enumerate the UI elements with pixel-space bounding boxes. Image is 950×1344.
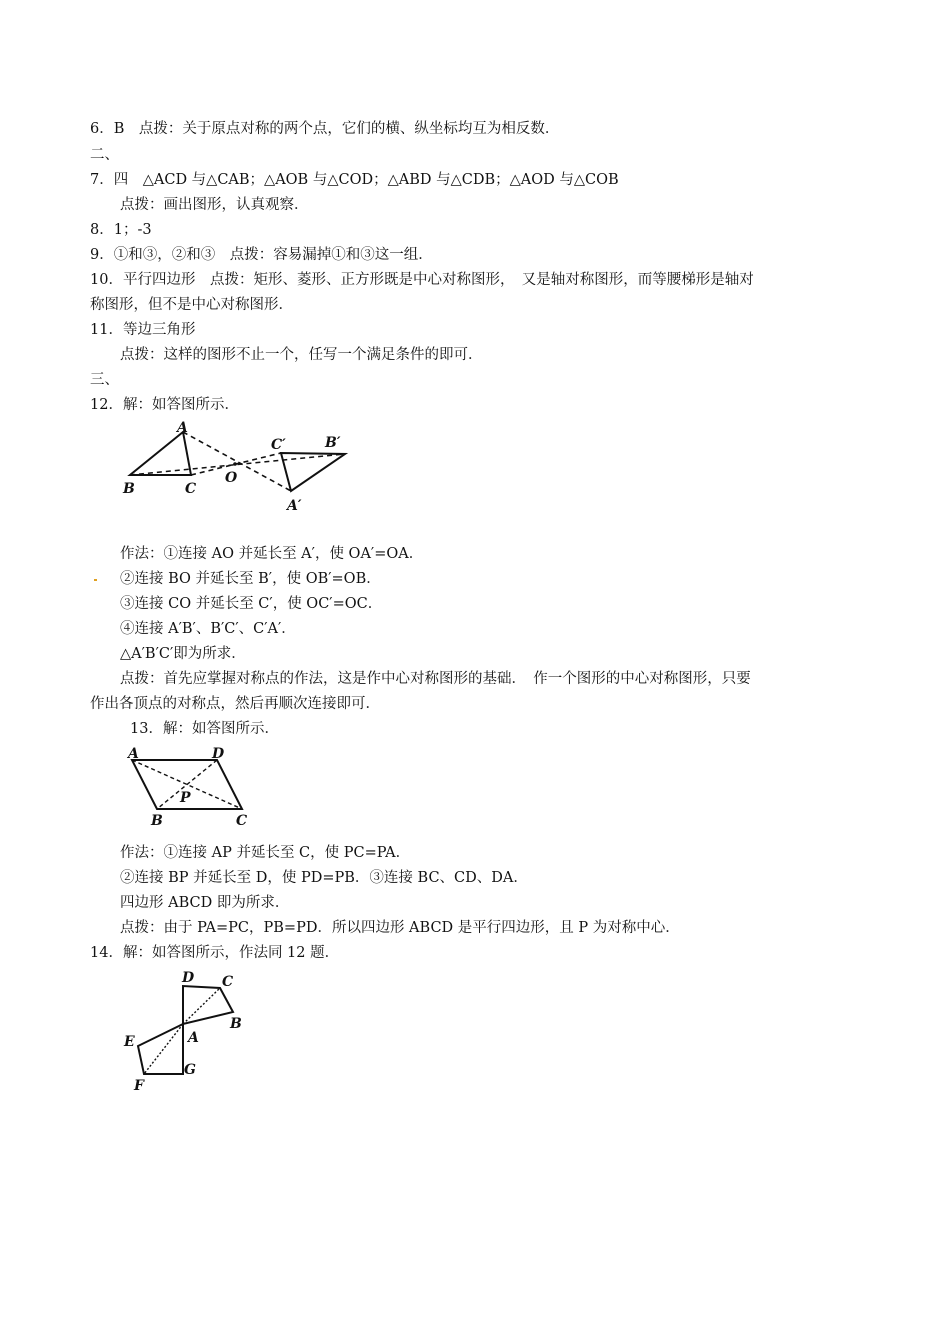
- figure-14: [120, 966, 250, 1096]
- label-f: F: [134, 1078, 144, 1094]
- q13-hint: 点拨：由于 PA=PC，PB=PD．所以四边形 ABCD 是平行四边形，且 P 为对称中心．: [120, 920, 680, 936]
- label-c: C: [222, 974, 234, 990]
- answer-11: 11．等边三角形: [90, 322, 196, 338]
- q13-result: 四边形 ABCD 即为所求．: [120, 895, 290, 911]
- q12-hint: 点拨：首先应掌握对称点的作法，这是作中心对称图形的基础． 作一个图形的中心对称图形，只要: [120, 671, 751, 687]
- label-e: E: [124, 1034, 135, 1050]
- answer-6: 6．B 点拨：关于原点对称的两个点，它们的横、纵坐标均互为相反数．: [90, 121, 560, 137]
- stray-mark: [94, 579, 97, 581]
- label-a: A: [128, 746, 139, 762]
- label-c: C: [236, 813, 248, 829]
- diagonal-af: [144, 1024, 183, 1074]
- answer-14: 14．解：如答图所示，作法同 12 题．: [90, 945, 340, 961]
- label-c: C: [185, 481, 197, 497]
- triangle-a2b2c2: [281, 453, 345, 491]
- label-d: D: [212, 746, 225, 762]
- label-g: G: [184, 1062, 196, 1078]
- label-b: B: [151, 813, 163, 829]
- figure-12: [115, 418, 365, 518]
- label-a: A: [177, 420, 188, 436]
- answer-10: 10．平行四边形 点拨：矩形、菱形、正方形既是中心对称图形， 又是轴对称图形，而等腰梯形是轴对: [90, 272, 754, 288]
- answer-10-cont: 称图形，但不是中心对称图形．: [90, 297, 293, 313]
- label-o: O: [225, 470, 238, 486]
- section-3-heading: 三、: [90, 372, 119, 388]
- q12-method-3: ③连接 CO 并延长至 C′，使 OC′=OC．: [120, 596, 383, 612]
- answer-7: 7．四 △ACD 与△CAB；△AOB 与△COD；△ABD 与△CDB；△AOD 与△COB: [90, 172, 619, 188]
- line-bb2: [130, 454, 345, 475]
- quad-adcb: [183, 986, 233, 1024]
- label-a-prime: A′: [287, 498, 302, 514]
- figure-13: [120, 742, 260, 832]
- answer-9: 9．①和③，②和③ 点拨：容易漏掉①和③这一组．: [90, 247, 433, 263]
- q12-hint-cont: 作出各顶点的对称点，然后再顺次连接即可．: [90, 696, 380, 712]
- answer-13: 13．解：如答图所示．: [130, 721, 279, 737]
- q12-method-4: ④连接 A′B′、B′C′、C′A′．: [120, 621, 296, 637]
- label-b: B: [230, 1016, 242, 1032]
- q13-method-2-3: ②连接 BP 并延长至 D，使 PD=PB．③连接 BC、CD、DA．: [120, 870, 528, 886]
- answer-12: 12．解：如答图所示．: [90, 397, 239, 413]
- label-c-prime: C′: [271, 437, 286, 453]
- triangle-abc: [130, 432, 191, 475]
- q12-result: △A′B′C′即为所求．: [120, 646, 246, 662]
- answer-11-hint: 点拨：这样的图形不止一个，任写一个满足条件的即可．: [120, 347, 483, 363]
- q13-method-1: 作法：①连接 AP 并延长至 C，使 PC=PA．: [120, 845, 411, 861]
- quad-aefg: [138, 1024, 183, 1074]
- label-b-prime: B′: [325, 435, 341, 451]
- center-o: [233, 462, 237, 466]
- label-b: B: [123, 481, 135, 497]
- label-d: D: [182, 970, 195, 986]
- q12-method-2: ②连接 BO 并延长至 B′，使 OB′=OB．: [120, 571, 381, 587]
- label-a: A: [188, 1030, 199, 1046]
- answer-7-hint: 点拨：画出图形，认真观察．: [120, 197, 309, 213]
- section-2-heading: 二、: [90, 147, 119, 163]
- q12-method-1: 作法：①连接 AO 并延长至 A′，使 OA′=OA．: [120, 546, 424, 562]
- answer-8: 8．1；-3: [90, 222, 152, 238]
- label-p: P: [180, 790, 191, 806]
